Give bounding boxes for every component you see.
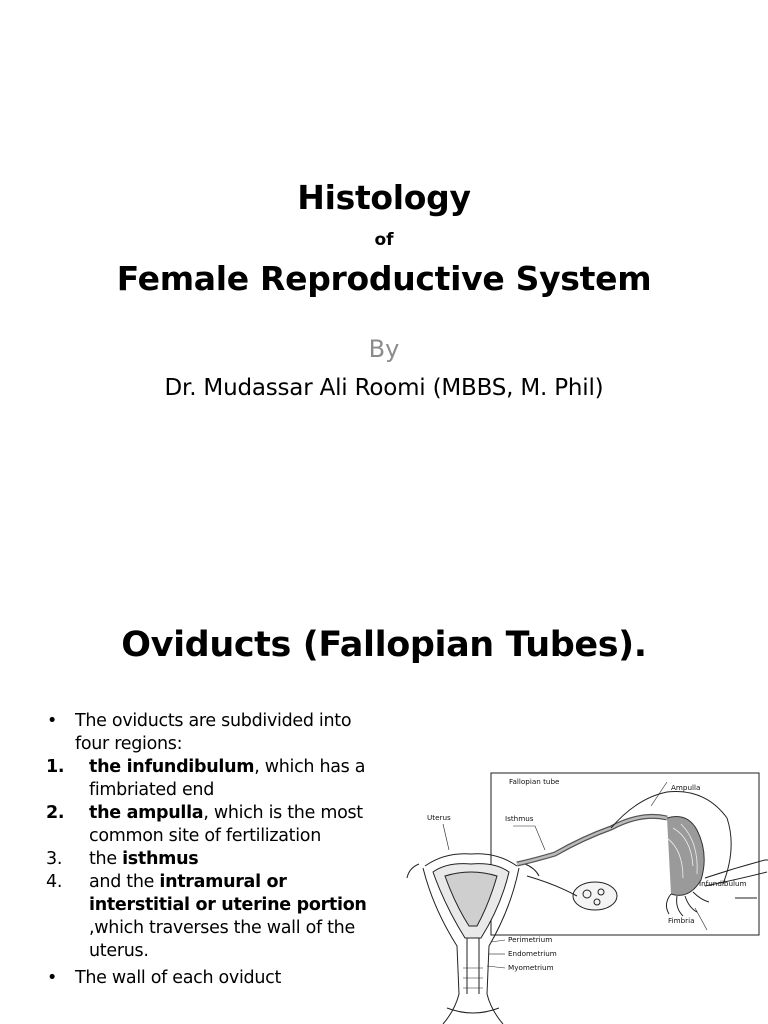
numbered-item [0,871,390,963]
item-term: the ampulla [89,803,204,823]
label-infundibulum: Infundibulum [699,879,747,888]
label-fimbria: Fimbria [668,916,695,925]
slide-body-text [0,710,390,990]
label-perimetrium: Perimetrium [508,935,553,944]
item-text [89,848,390,871]
bullet-item [0,967,390,990]
bullet-marker: • [47,711,58,731]
item-description: ,which traverses the wall of the uterus. [89,918,355,961]
label-fallopian-tube: Fallopian tube [509,777,560,786]
author-name: Dr. Mudassar Ali Roomi (MBBS, M. Phil) [164,375,604,401]
numbered-item [0,848,390,871]
item-text [89,802,390,848]
item-term: isthmus [122,849,199,869]
item-prefix: and the [89,872,160,892]
item-description: , which is the most common site of fertilization [89,803,363,846]
label-ampulla: Ampulla [671,783,701,792]
item-number: 1. [46,757,65,777]
item-description: , which has a fimbriated end [89,757,366,800]
content-slide [0,576,768,1024]
item-term: the infundibulum [89,757,255,777]
bullet-marker: • [47,968,58,988]
item-term: intramural or interstitial or uterine portion [89,872,367,915]
item-prefix: the [89,849,123,869]
item-text [89,871,390,963]
bullet-item [0,710,390,756]
bullet-text: The oviducts are subdivided into four regions: [75,711,352,754]
item-number: 3. [46,849,63,869]
numbered-item [0,802,390,848]
label-uterus: Uterus [427,813,451,822]
item-text [89,756,390,802]
bullet-text: The wall of each oviduct [75,968,282,988]
numbered-item [0,756,390,802]
slide-title: Histology [297,178,471,217]
uterus-fallopian-tube-diagram [405,768,768,1024]
slide-title-connector: of [374,230,394,250]
slide-heading: Oviducts (Fallopian Tubes). [121,625,647,665]
label-myometrium: Myometrium [508,963,554,972]
by-label: By [368,335,400,363]
label-isthmus: Isthmus [505,814,534,823]
figure-inset-frame [491,773,759,935]
slide-subtitle: Female Reproductive System [116,259,652,298]
label-endometrium: Endometrium [508,949,557,958]
item-number: 2. [46,803,65,823]
item-number: 4. [46,872,63,892]
